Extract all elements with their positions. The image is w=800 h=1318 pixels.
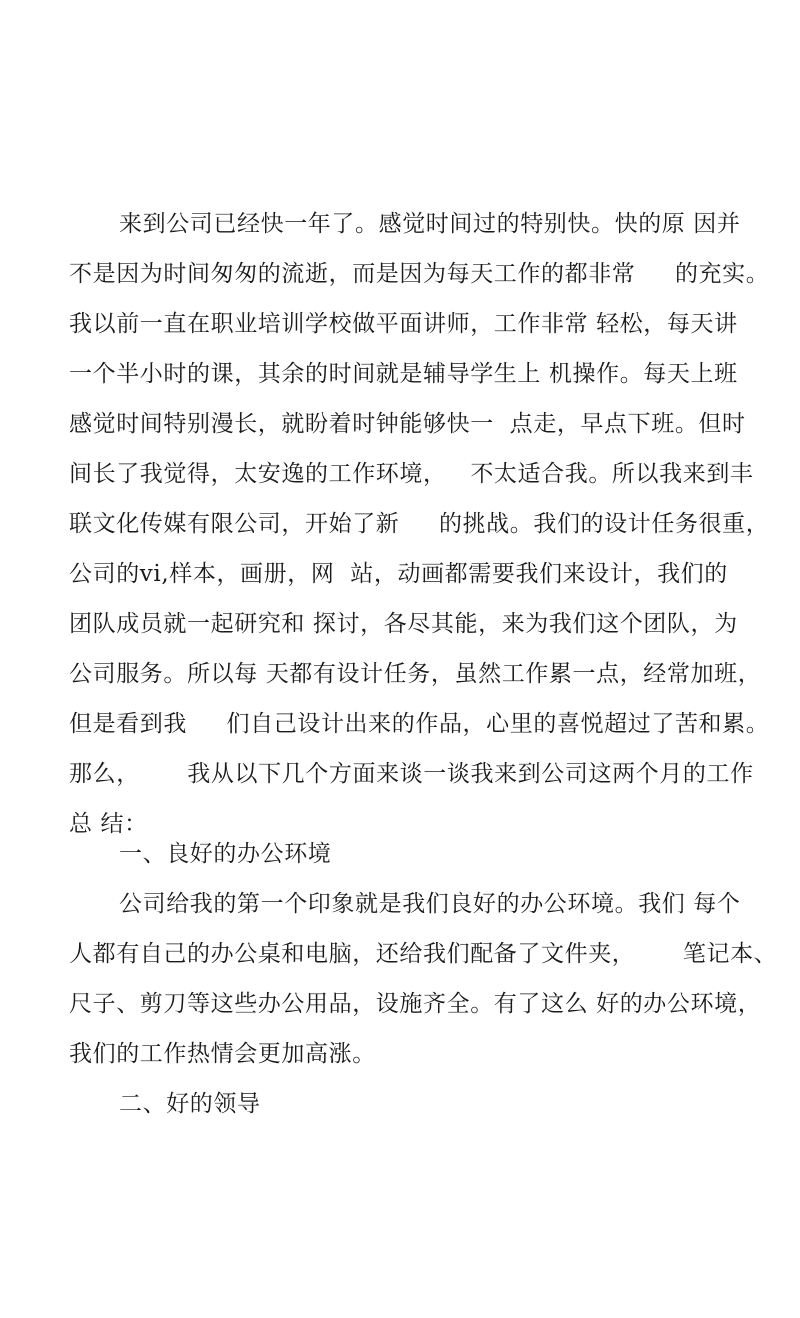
text-line: 公司的vi,样本，画册，网 站，动画都需要我们来设计，我们的	[69, 561, 728, 587]
section-heading: 一、良好的办公环境	[119, 841, 332, 867]
text-line: 来到公司已经快一年了。感觉时间过的特别快。快的原 因并	[119, 211, 741, 237]
text-line: 感觉时间特别漫长，就盼着时钟能够快一 点走，早点下班。但时	[69, 411, 746, 437]
text-line: 尺子、剪刀等这些办公用品，设施齐全。有了这么 好的办公环境，	[69, 991, 762, 1017]
text-line: 不是因为时间匆匆的流逝，而是因为每天工作的都非常 的充实。	[69, 261, 770, 287]
text-line: 那么， 我从以下几个方面来谈一谈我来到公司这两个月的工作	[69, 761, 754, 787]
text-line: 联文化传媒有限公司，开始了新 的挑战。我们的设计任务很重，	[69, 511, 770, 537]
text-line: 团队成员就一起研究和 探讨，各尽其能，来为我们这个团队，为	[69, 611, 738, 637]
text-line: 总 结：	[69, 811, 148, 837]
text-line: 我以前一直在职业培训学校做平面讲师，工作非常 轻松，每天讲	[69, 311, 738, 337]
text-line: 间长了我觉得，太安逸的工作环境， 不太适合我。所以我来到丰	[69, 461, 754, 487]
text-line: 我们的工作热情会更加高涨。	[69, 1041, 376, 1067]
section-heading: 二、好的领导	[119, 1091, 261, 1117]
text-line: 一个半小时的课，其余的时间就是辅导学生上 机操作。每天上班	[69, 361, 738, 387]
text-line: 公司服务。所以每 天都有设计任务，虽然工作累一点，经常加班，	[69, 661, 762, 687]
text-line: 人都有自己的办公桌和电脑，还给我们配备了文件夹， 笔记本、	[69, 941, 778, 967]
text-line: 但是看到我 们自己设计出来的作品，心里的喜悦超过了苦和累。	[69, 711, 770, 737]
text-line: 公司给我的第一个印象就是我们良好的办公环境。我们 每个	[119, 891, 741, 917]
